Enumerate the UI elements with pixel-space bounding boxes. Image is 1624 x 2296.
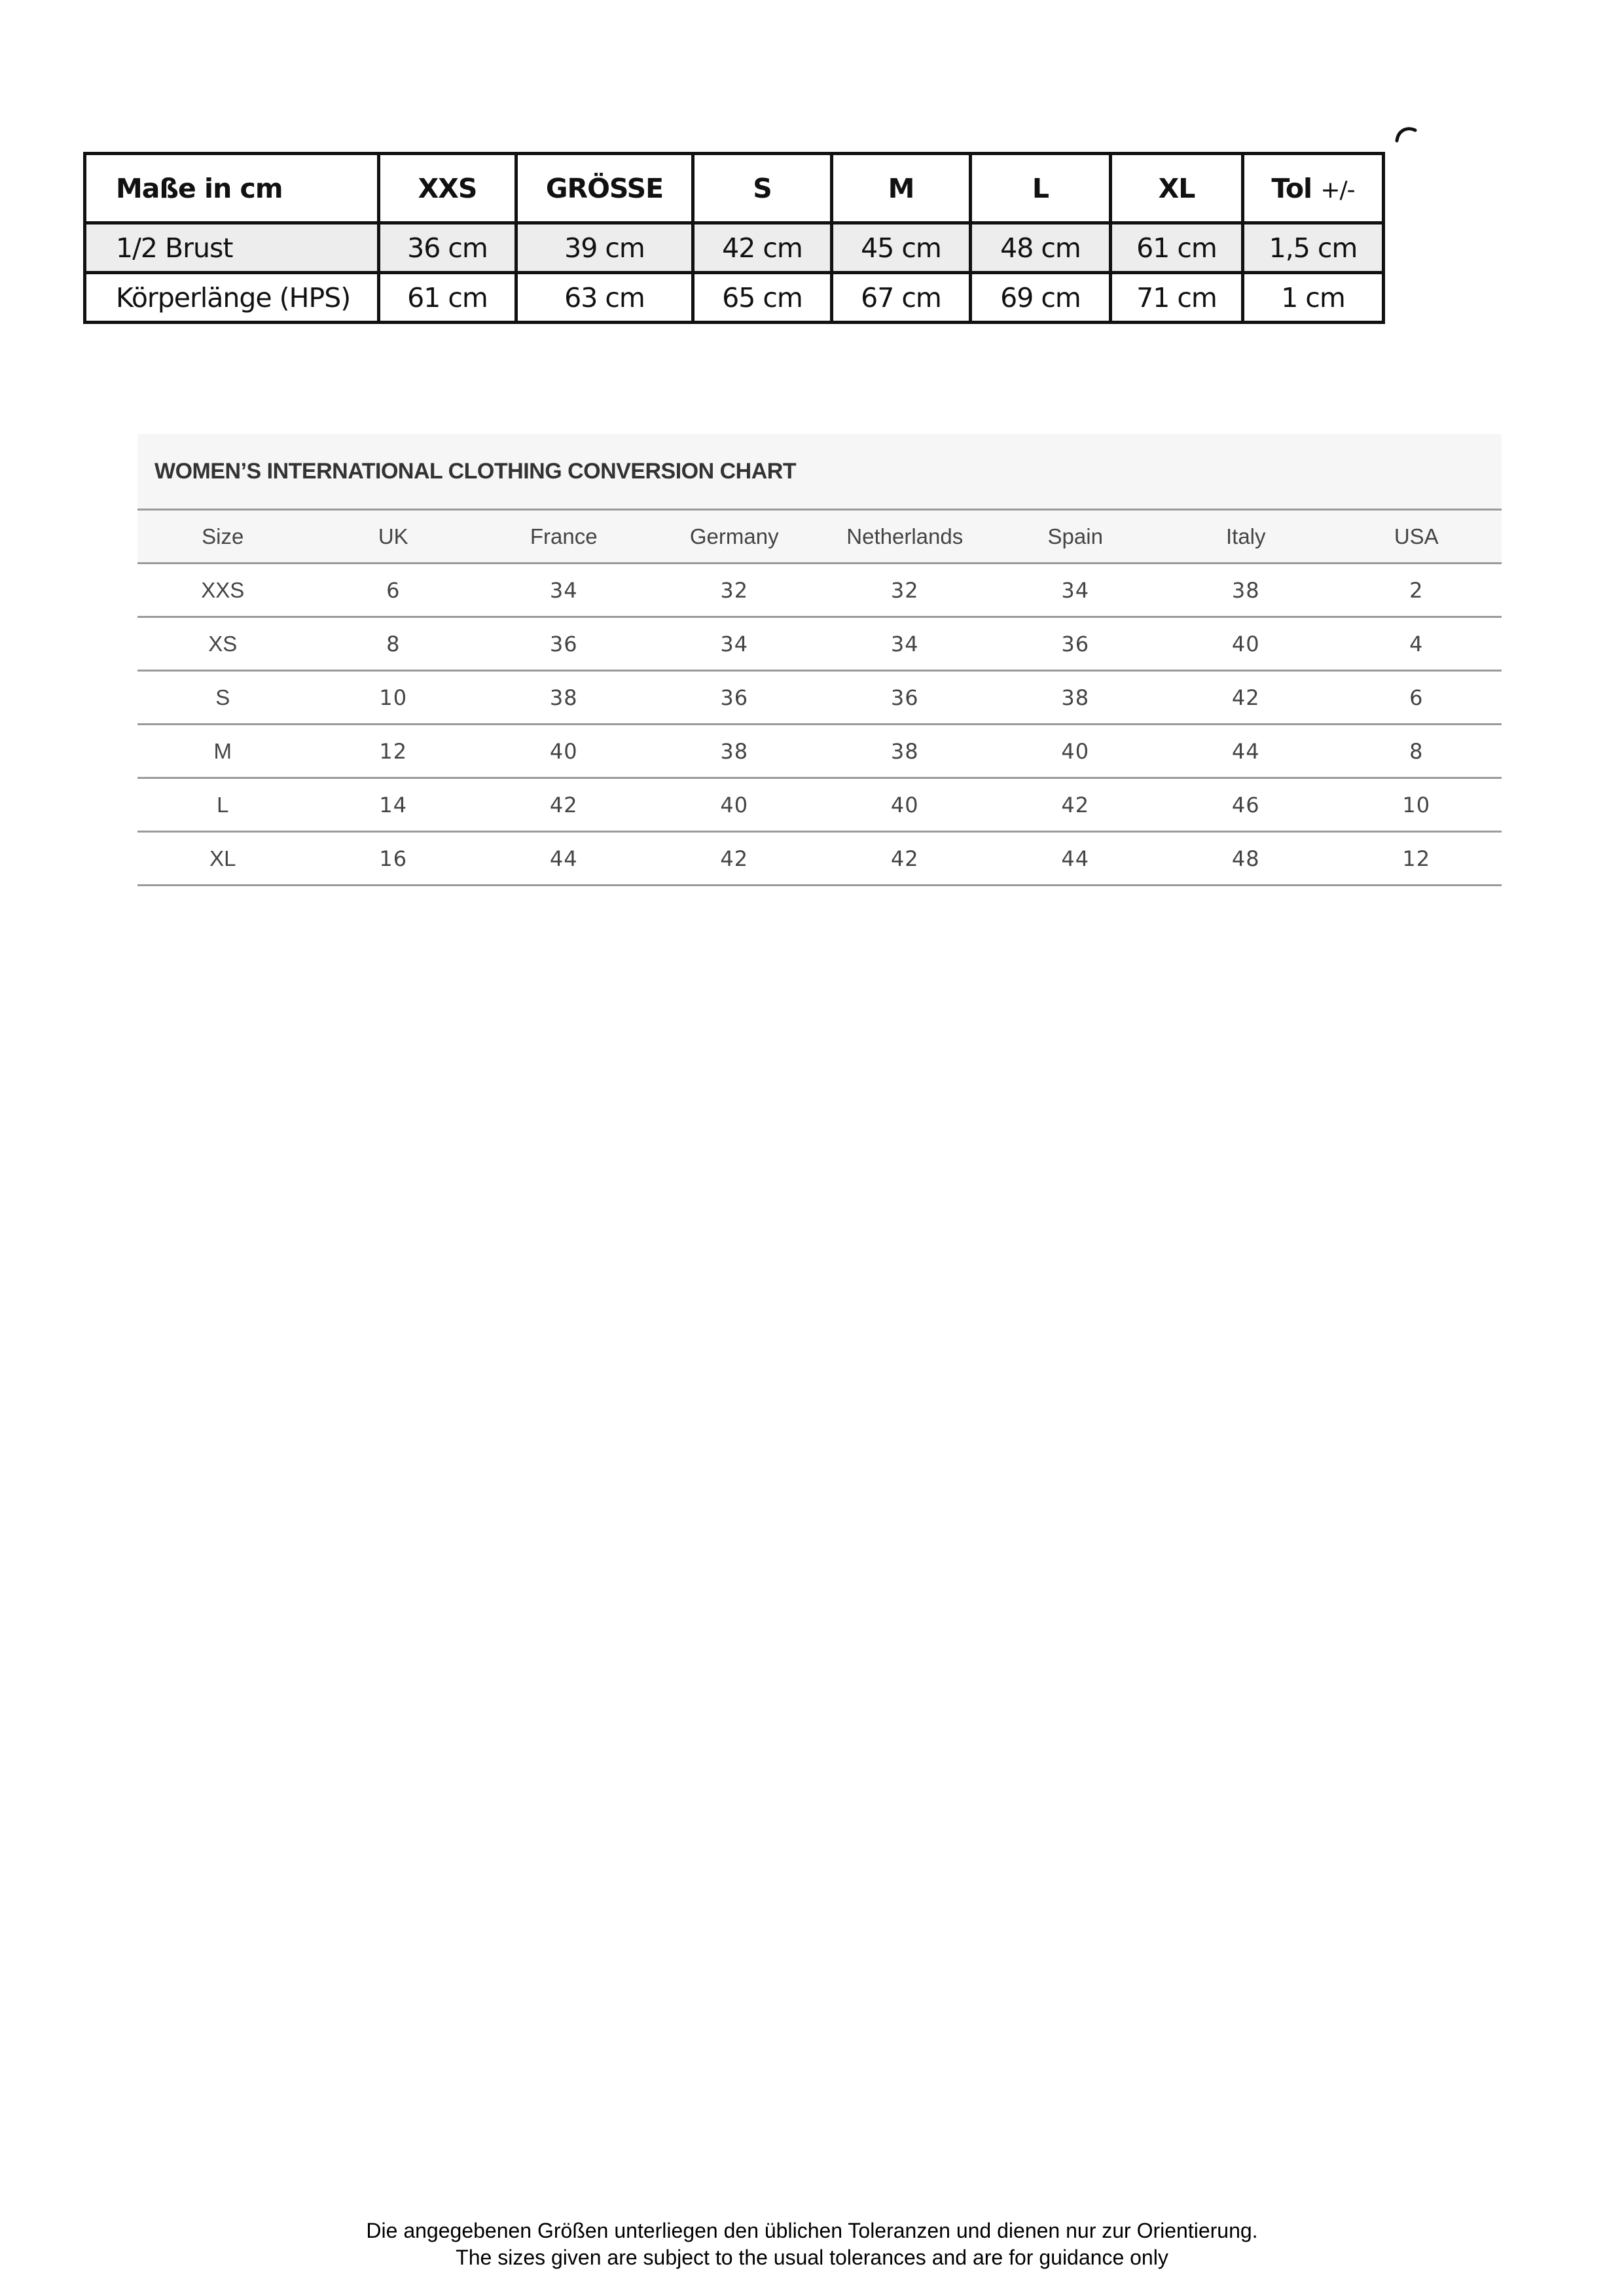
table-cell: 63 cm	[516, 273, 693, 323]
size-cell: XL	[137, 832, 308, 886]
table-cell: 2	[1331, 564, 1502, 617]
table-cell: 8	[1331, 725, 1502, 778]
table-cell: 32	[820, 564, 990, 617]
table-cell: 36	[990, 617, 1161, 671]
size-table-row-chest	[85, 223, 1384, 273]
table-cell: 40	[649, 778, 820, 832]
table-cell: 48 cm	[971, 223, 1111, 273]
column-header-germany: Germany	[649, 511, 820, 564]
table-cell: 67 cm	[832, 273, 971, 323]
footer-line-german: Die angegebenen Größen unterliegen den üblichen Toleranzen und dienen nur zur Orientierung.	[366, 2219, 1258, 2242]
table-cell: 34	[820, 617, 990, 671]
curve-mark-icon	[1393, 121, 1419, 147]
table-cell: 40	[1161, 617, 1331, 671]
table-cell: 12	[1331, 832, 1502, 886]
column-header-italy: Italy	[1161, 511, 1331, 564]
table-cell: 36 cm	[379, 223, 516, 273]
size-cell: XXS	[137, 564, 308, 617]
footer-disclaimer	[0, 2217, 1624, 2271]
table-cell: 14	[308, 778, 479, 832]
header-size-s: S	[693, 154, 832, 223]
footer-line-english: The sizes given are subject to the usual tolerances and are for guidance only	[456, 2246, 1168, 2269]
table-cell: 38	[820, 725, 990, 778]
conversion-header-row	[137, 511, 1502, 564]
tolerance-label: Tol	[1271, 172, 1312, 204]
column-header-spain: Spain	[990, 511, 1161, 564]
table-cell: 34	[990, 564, 1161, 617]
table-cell: 48	[1161, 832, 1331, 886]
column-header-netherlands: Netherlands	[820, 511, 990, 564]
table-cell: 39 cm	[516, 223, 693, 273]
table-cell: 8	[308, 617, 479, 671]
size-table-header-row	[85, 154, 1384, 223]
column-header-usa: USA	[1331, 511, 1502, 564]
table-cell: 46	[1161, 778, 1331, 832]
header-size-xxs: XXS	[379, 154, 516, 223]
header-size-m: M	[832, 154, 971, 223]
table-cell: 40	[820, 778, 990, 832]
column-header-size: Size	[137, 511, 308, 564]
table-cell: 6	[308, 564, 479, 617]
table-cell: 36	[478, 617, 649, 671]
table-cell: 44	[478, 832, 649, 886]
column-header-france: France	[478, 511, 649, 564]
table-row	[137, 725, 1502, 778]
table-cell: 38	[478, 671, 649, 725]
header-size-l: L	[971, 154, 1111, 223]
conversion-table	[137, 511, 1502, 886]
table-cell: 38	[1161, 564, 1331, 617]
table-cell: 40	[478, 725, 649, 778]
table-cell: 40	[990, 725, 1161, 778]
table-cell: 65 cm	[693, 273, 832, 323]
table-cell: 34	[478, 564, 649, 617]
tolerance-unit: +/-	[1320, 176, 1355, 204]
table-cell: 38	[990, 671, 1161, 725]
table-cell: 61 cm	[1111, 223, 1243, 273]
size-table-row-body-length	[85, 273, 1384, 323]
size-cell: M	[137, 725, 308, 778]
table-cell: 36	[820, 671, 990, 725]
table-row	[137, 832, 1502, 886]
table-cell: 1 cm	[1243, 273, 1384, 323]
table-cell: 36	[649, 671, 820, 725]
header-measures-in-cm: Maße in cm	[85, 154, 379, 223]
table-cell: 42	[990, 778, 1161, 832]
table-row	[137, 564, 1502, 617]
table-cell: 4	[1331, 617, 1502, 671]
table-cell: 69 cm	[971, 273, 1111, 323]
header-size-groesse: GRÖSSE	[516, 154, 693, 223]
size-cell: S	[137, 671, 308, 725]
table-cell: 16	[308, 832, 479, 886]
table-cell: 42	[820, 832, 990, 886]
table-cell: 38	[649, 725, 820, 778]
header-tolerance	[1243, 154, 1384, 223]
table-cell: 10	[1331, 778, 1502, 832]
conversion-chart	[137, 434, 1502, 886]
table-cell: 32	[649, 564, 820, 617]
table-cell: 42	[478, 778, 649, 832]
table-cell: 71 cm	[1111, 273, 1243, 323]
row-label: 1/2 Brust	[85, 223, 379, 273]
table-cell: 44	[1161, 725, 1331, 778]
size-cell: L	[137, 778, 308, 832]
table-cell: 42	[649, 832, 820, 886]
table-cell: 1,5 cm	[1243, 223, 1384, 273]
table-cell: 6	[1331, 671, 1502, 725]
table-cell: 45 cm	[832, 223, 971, 273]
header-size-xl: XL	[1111, 154, 1243, 223]
table-cell: 61 cm	[379, 273, 516, 323]
size-measurement-table	[83, 152, 1385, 324]
table-cell: 44	[990, 832, 1161, 886]
conversion-chart-title: WOMEN’S INTERNATIONAL CLOTHING CONVERSION CHART	[137, 434, 1502, 511]
table-row	[137, 671, 1502, 725]
table-cell: 12	[308, 725, 479, 778]
row-label: Körperlänge (HPS)	[85, 273, 379, 323]
table-cell: 42 cm	[693, 223, 832, 273]
table-row	[137, 778, 1502, 832]
table-cell: 42	[1161, 671, 1331, 725]
table-cell: 34	[649, 617, 820, 671]
size-cell: XS	[137, 617, 308, 671]
table-row	[137, 617, 1502, 671]
table-cell: 10	[308, 671, 479, 725]
column-header-uk: UK	[308, 511, 479, 564]
